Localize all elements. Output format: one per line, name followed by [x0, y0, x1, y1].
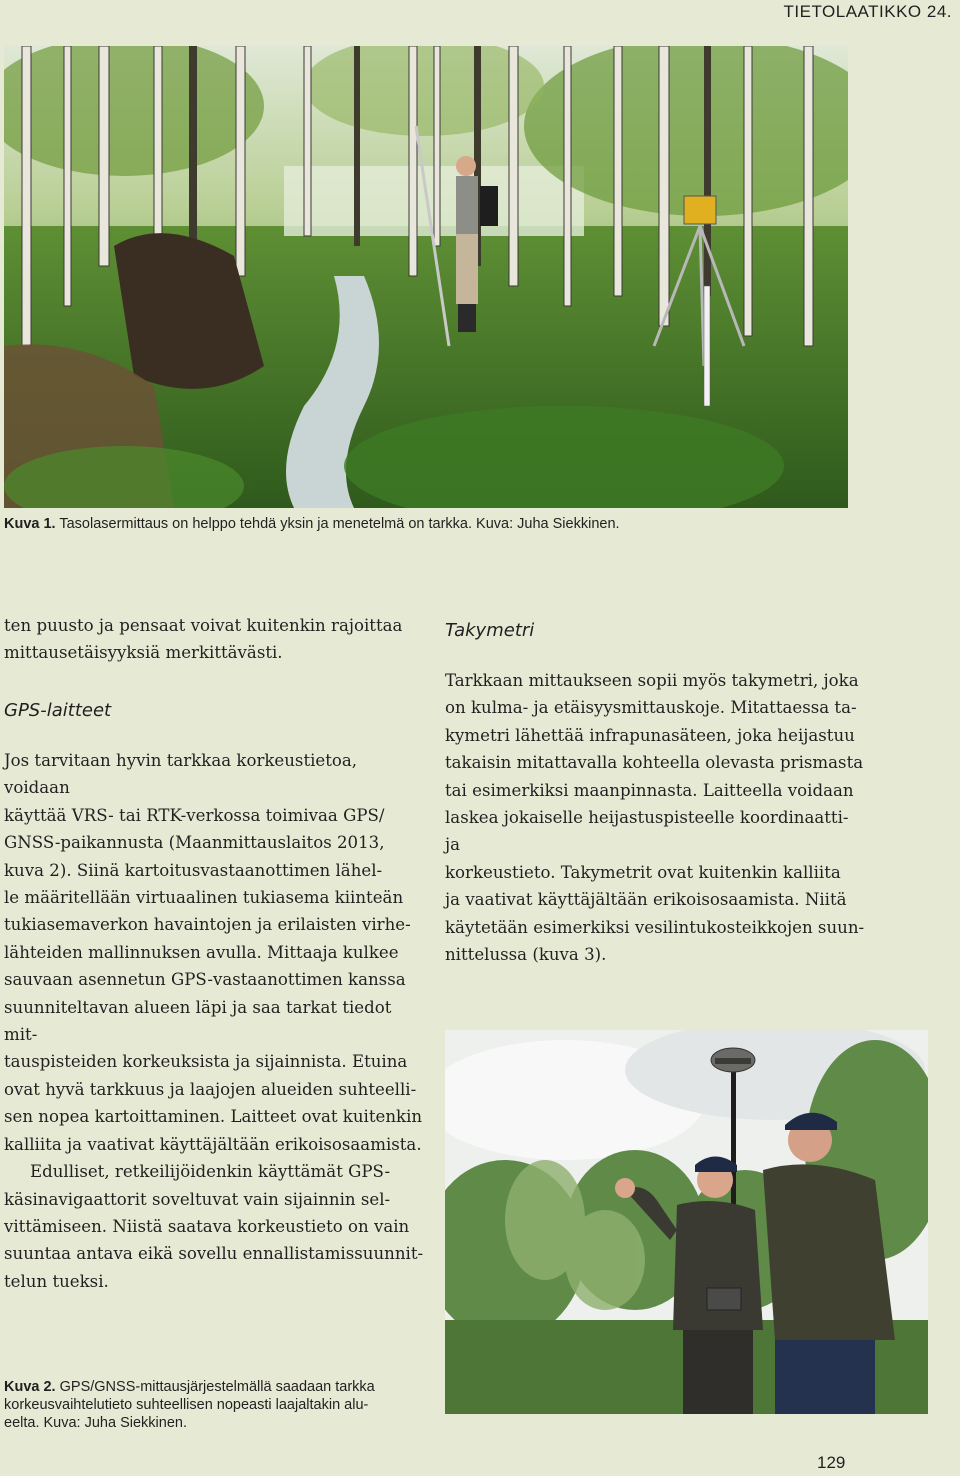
- page-number: 129: [817, 1453, 846, 1472]
- figure2-caption: [4, 1360, 424, 1432]
- gps-heading: GPS-laitteet: [4, 700, 112, 721]
- figure2-caption-text: GPS/GNSS-mittausjärjestelmällä saadaan tarkka korkeusvaihtelutieto suhteellisen nopeasti laajaltakin alu- eelta. Kuva: Juha Siekkinen.: [4, 1379, 375, 1431]
- figure1-caption-text: Tasolasermittaus on helppo tehdä yksin ja menetelmä on tarkka. Kuva: Juha Siekkinen.: [55, 516, 620, 532]
- gps-survey-image: [445, 1030, 928, 1414]
- gps-paragraph-2: [4, 1158, 424, 1295]
- gps-body: [4, 747, 424, 1295]
- running-header: TIETOLAATIKKO 24.: [783, 2, 952, 21]
- figure2-photo: [445, 1030, 928, 1414]
- figure1-label: Kuva 1.: [4, 516, 56, 532]
- takymetri-heading: Takymetri: [445, 620, 535, 641]
- figure1-photo: [4, 46, 848, 508]
- takymetri-paragraph: Tarkkaan mittaukseen sopii myös takymetri, joka on kulma- ja etäisyysmittauskoje. Mitattaessa ta- kymetri lähettää infrapunasäteen, joka heijastuu takaisin mitattavalla kohteella olevasta prismasta tai esimerkiksi maanpinnasta. Laitteella voidaan laskea jokaiselle heijastuspisteelle koordinaatti- ja korkeustieto. Takymetrit ovat kuitenkin kalliita ja vaativat käyttäjältään erikoisosaamista. Niitä käytetään esimerkiksi vesilintukosteikkojen suun- nittelussa (kuva 3).: [445, 671, 865, 965]
- figure1-caption: [4, 515, 854, 533]
- left-column: [4, 612, 424, 667]
- continuation-paragraph: ten puusto ja pensaat voivat kuitenkin rajoittaa mittausetäisyyksiä merkittävästi.: [4, 616, 403, 663]
- figure2-label: Kuva 2.: [4, 1379, 56, 1395]
- gps-paragraph-1: Jos tarvitaan hyvin tarkkaa korkeustietoa, voidaan käyttää VRS- tai RTK-verkossa toimivaa GPS/ GNSS-paikannusta (Maanmittauslaitos 2013, kuva 2). Siinä kartoitusvastaanottimen lähel- le määritellään virtuaalinen tukiasema kiinteän tukiasemaverkon havaintojen ja erilaisten virhe- lähteiden mallinnuksen avulla. Mittaaja kulkee sauvaan asennetun GPS-vastaanottimen kanssa suunniteltavan alueen läpi ja saa tarkat tiedot mit- tauspisteiden korkeuksista ja sijainnista. Etuina ovat hyvä tarkkuus ja laajojen alueiden suhteelli- sen nopea kartoittaminen. Laitteet ovat kuitenkin kalliita ja vaativat käyttäjältään erikoisosaamista.: [4, 751, 423, 1154]
- forest-survey-image: [4, 46, 848, 508]
- takymetri-body: [445, 667, 865, 968]
- gps-paragraph-2-text: Edulliset, retkeilijöidenkin käyttämät GPS- käsinavigaattorit soveltuvat vain sijainnin sel- vittämiseen. Niistä saatava korkeustieto on vain suuntaa antava eikä sovellu ennallistamissuunnit- telun tueksi.: [4, 1162, 424, 1291]
